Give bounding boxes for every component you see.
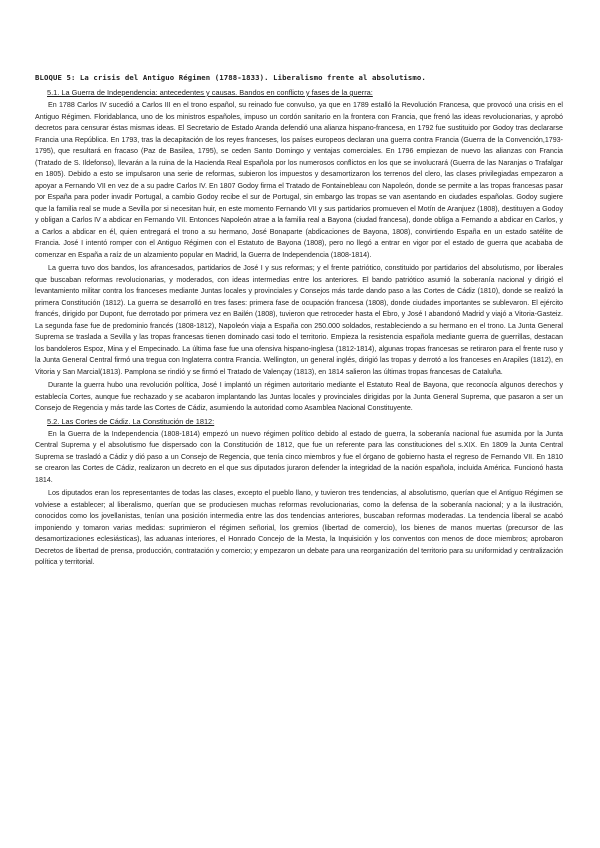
paragraph: En la Guerra de la Independencia (1808-1814) empezó un nuevo régimen político debido al estado de guerra, la soberanía nacional fue asumida por la Junta Central Suprema y el absolutismo fue dispersado con la Constitución de 1812, que fue un referente para las constituciones del s.XIX. En 1809 la Junta Central Suprema se trasladó a Cádiz y dió paso a un Consejo de Regencia, que tenía cinco miembros y fue el órgano de gobierno hasta el regreso de Fernando VII. En 1810 se crearon las Cortes de Cádiz, realizaron un decreto en el que sus diputados juraron defender la integridad de la nación española, incluida América. Funcionó hasta 1814. <box>35 429 563 484</box>
document-page <box>35 72 563 571</box>
paragraph: La guerra tuvo dos bandos, los afrancesados, partidarios de José I y sus reformas; y el frente patriótico, constituido por partidarios del absolutismo, por liberales que buscaban reformas revolucionarias, y moderados, con ideas intermedias entre los anteriores. El bando patriótico asumió la soberanía nacional y dirigió el levantamiento militar contra los franceses mediante Juntas locales y provinciales y Consejos más tarde dando paso a las Cortes de Cádiz (1810), donde se realizó la primera Constitución (1812). La guerra se desarrolló en tres fases: primera fase de ocupación francesa (1808), donde ciudades importantes se sublevaron. El ejército francés, dirigido por Dupont, fue derrotado por primera vez en Bailén (1808), tuvieron que retroceder hasta el Ebro, y José I abandonó Madrid y viajó a Vitoria-Gasteiz. La segunda fase fue de predominio francés (1808-1812), Napoleón viaja a España con 250.000 soldados, restableciendo a su hermano en el trono. La Junta General Suprema se traslada a Sevilla y las tropas francesas tienen dominado casi todo el territorio. Empieza la resistencia española mediante guerra de guerrillas, destacan los bandoleros Espoz, Mina y el Empecinado. La última fase fue una ofensiva hispano-inglesa (1812-1814), algunas tropas francesas se retiraron para el frente ruso y la Junta General Central firmó una tregua con Inglaterra contra Francia. Wellington, un general inglés, dirigió las tropas y derrotó a los franceses en Arapiles (1812), en Vitoria y San Marcial(1813). Pamplona se rindió y se firmó el Tratado de Valençay (1813), en 1814 salieron las últimas tropas francesas de Cataluña. <box>35 264 563 376</box>
paragraph: En 1788 Carlos IV sucedió a Carlos III en el trono español, su reinado fue convulso, ya que en 1789 estalló la Revolución Francesa, que provocó una crisis en el Antiguo Régimen. Floridablanca, uno de los ministros españoles, impuso un cordón sanitario en la frontera con Francia, que frenó las ideas revolucionarias, y aprobó decretos para censurar éstas mismas ideas. El Secretario de Estado Aranda defendió una alianza hispano-francesa, en 1792 fue sustituido por Godoy tras declararse Francia una República. En 1793, tras la decapitación de los reyes franceses, los países europeos declaran una guerra contra Francia (Guerra de la Convención,1793-1795), que resultará en fracaso (Paz de Basilea, 1795), se ceden Santo Domingo y ventajas comerciales. En 1796 empiezan de nuevo las alianzas con Francia (Tratado de S. Ildefonso), llevarán a la ruina de la Hacienda Real Española por los numerosos conflictos en los que se involucrará (Guerra de las Naranjas o Trafalgar en 1805). Debido a esto se impulsaron una serie de reformas, subieron los impuestos y desamortizaron los terrenos del clero, las clases privilegiadas empezaron a apoyar a Fernando VII en vez de a su padre Carlos IV. En 1807 Godoy firma el Tratado de Fontainebleau con Napoleón, donde se permite a las tropas francesas pasar por España para poder invadir Portugal, a cambio Godoy recibe el sur de Portugal, sin embargo las tropas se van asentando en ciudades españolas. Godoy sugiere que la familia real se mude a Sevilla por si necesitan huir, en este momento Fernando VII y sus partidarios promueven el Motín de Aranjuez (1808), destituyen a Godoy y obligan a Carlos IV a abdicar en Fernando VII. Entonces Napoleón atrae a la familia real a Bayona (ciudad francesa), donde obliga a Fernando a abdicar en Carlos, y a Carlos a abdicar en él, quien entregará el trono a su hermano, José Bonaparte (abdicaciones de Bayona, 1808), convirtiendo España en un estado satélite de Francia. José I intentó romper con el Antiguo Régimen con el Estatuto de Bayona (1808), pero no llegó a entrar en vigor por el estado de guerra que acababa de comenzar en España a raíz de un alzamiento popular en Madrid, la Guerra de Independencia (1808-1814). <box>35 101 563 259</box>
block-title: BLOQUE 5: La crisis del Antiguo Régimen (1788-1833). Liberalismo frente al absolutismo. <box>35 73 426 82</box>
section-heading-5-2: 5.2. Las Cortes de Cádiz. La Constitución de 1812: <box>47 416 215 426</box>
paragraph: Los diputados eran los representantes de todas las clases, excepto el pueblo llano, y tuvieron tres tendencias, al absolutismo, querían que el Antiguo Régimen se volviese a establecer; al liberalismo, querían que se produciesen muchas reformas revolucionarias, como la defensa de la soberanía nacional; y a la ilustración, conocidos como los jovellanistas, tenían una posición intermedia entre las dos tendencias anteriores, buscaban reformas moderadas. La tendencia liberal se acabó imponiendo y tomaron varias medidas: suprimieron el régimen señorial, los gremios (libertad de comercio), los bienes de manos muertas (precursor de las desamortizaciones eclesiásticas), las aduanas interiores, el Honrado Concejo de la Mesta, la Inquisición y los conventos con menos de doce miembros; aprobaron Decretos de libertad de prensa, producción, contratación y comercio; y empezaron un debate para una reorganización del territorio para su uniformidad y centralización política y territorial. <box>35 489 563 566</box>
paragraph: Durante la guerra hubo una revolución política, José I implantó un régimen autoritario mediante el Estatuto Real de Bayona, que reconocía algunos derechos y establecía Cortes, aunque fue rechazado y se acabaron implantando las Juntas locales y provinciales dirigidas por la Junta General Suprema, que pasaron a ser un Consejo de Regencia y más tarde las Cortes de Cádiz, asumiendo la autoridad como Asamblea Nacional Constituyente. <box>35 381 563 412</box>
section-heading-5-1: 5.1. La Guerra de Independencia: antecedentes y causas. Bandos en conflicto y fases de la guerra: <box>47 88 373 97</box>
